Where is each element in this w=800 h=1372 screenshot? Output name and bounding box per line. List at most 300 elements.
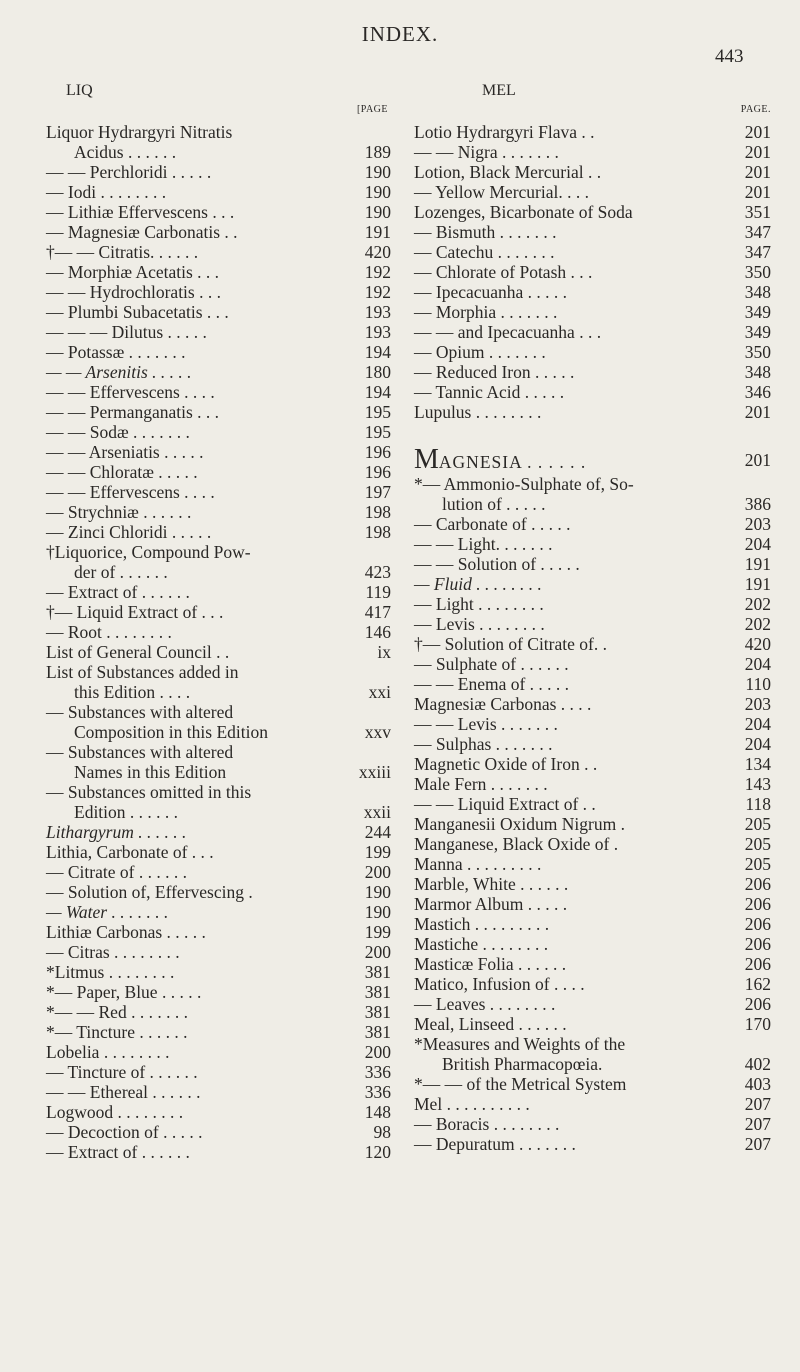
- index-entry: [46, 342, 391, 362]
- entry-label: — — Effervescens . . . .: [46, 482, 215, 502]
- entry-page-number: 207: [744, 1134, 771, 1154]
- index-entry: [46, 782, 391, 802]
- entry-label: Edition . . . . . .: [74, 802, 179, 822]
- index-entry: [46, 702, 391, 722]
- index-entry: [414, 594, 771, 614]
- entry-label: *— Paper, Blue . . . . .: [46, 982, 202, 1002]
- index-entry: [46, 262, 391, 282]
- index-entry: [46, 662, 391, 682]
- index-entry: [414, 914, 771, 934]
- index-entry: [414, 438, 771, 474]
- index-entry: [46, 1142, 391, 1162]
- entry-label: *Measures and Weights of the: [414, 1034, 626, 1054]
- entry-page-number: xxiii: [358, 762, 391, 782]
- entry-page-number: 207: [744, 1094, 771, 1114]
- entry-page-number: ix: [377, 642, 391, 662]
- index-entry: [414, 1054, 771, 1074]
- entry-label: †— Solution of Citrate of. .: [414, 634, 607, 654]
- entry-page-number: 148: [364, 1102, 391, 1122]
- entry-page-number: 134: [744, 754, 771, 774]
- index-entry: [414, 1094, 771, 1114]
- entry-label: — Zinci Chloridi . . . . .: [46, 522, 212, 542]
- entry-label: Acidus . . . . . .: [74, 142, 177, 162]
- entry-page-number: 347: [744, 222, 771, 242]
- entry-page-number: 205: [744, 814, 771, 834]
- entry-label: — — Chloratæ . . . . .: [46, 462, 198, 482]
- entry-page-number: 180: [364, 362, 391, 382]
- index-entry: [46, 462, 391, 482]
- index-entry: [46, 542, 391, 562]
- entry-label: — — and Ipecacuanha . . .: [414, 322, 602, 342]
- right-column-head: [414, 82, 771, 122]
- entry-page-number: 110: [745, 674, 771, 694]
- entry-page-number: 119: [365, 582, 391, 602]
- entry-page-number: 349: [744, 302, 771, 322]
- index-entry: [46, 1042, 391, 1062]
- left-column: [46, 82, 391, 1162]
- entry-label: — Decoction of . . . . .: [46, 1122, 203, 1142]
- index-entry: [46, 1122, 391, 1142]
- entry-page-number: 192: [364, 282, 391, 302]
- entry-label: †Liquorice, Compound Pow-: [46, 542, 251, 562]
- index-entry: [46, 402, 391, 422]
- entry-label: Liquor Hydrargyri Nitratis: [46, 122, 233, 142]
- entry-page-number: 197: [364, 482, 391, 502]
- entry-page-number: 206: [744, 894, 771, 914]
- entry-page-number: 194: [364, 342, 391, 362]
- index-entry: [46, 382, 391, 402]
- entry-page-number: 386: [744, 494, 771, 514]
- index-entry: [46, 1102, 391, 1122]
- entry-label: Lozenges, Bicarbonate of Soda: [414, 202, 633, 222]
- entry-label: — Water . . . . . . .: [46, 902, 169, 922]
- entry-page-number: 403: [744, 1074, 771, 1094]
- entry-label: — — Light. . . . . . .: [414, 534, 553, 554]
- entry-page-number: 203: [744, 514, 771, 534]
- index-entry: [414, 874, 771, 894]
- entry-label: *Litmus . . . . . . . .: [46, 962, 175, 982]
- index-entry: [414, 974, 771, 994]
- entry-label: — Strychniæ . . . . . .: [46, 502, 192, 522]
- entry-page-number: 206: [744, 914, 771, 934]
- entry-page-number: 201: [744, 142, 771, 162]
- entry-label: Magnetic Oxide of Iron . .: [414, 754, 598, 774]
- entry-label: — Morphiæ Acetatis . . .: [46, 262, 220, 282]
- entry-page-number: 381: [364, 982, 391, 1002]
- entry-page-number: 191: [744, 554, 771, 574]
- entry-label: Mastiche . . . . . . . .: [414, 934, 549, 954]
- index-entry: [414, 614, 771, 634]
- index-entry: [46, 882, 391, 902]
- entry-page-number: 196: [364, 442, 391, 462]
- index-entry: [414, 202, 771, 222]
- entry-label: Manna . . . . . . . . .: [414, 854, 542, 874]
- entry-label: Lupulus . . . . . . . .: [414, 402, 542, 422]
- index-entry: [46, 1002, 391, 1022]
- entry-page-number: 244: [364, 822, 391, 842]
- right-column: [414, 82, 771, 1154]
- entry-label: — Plumbi Subacetatis . . .: [46, 302, 229, 322]
- index-entry: [414, 222, 771, 242]
- right-running-head: MEL: [482, 82, 516, 99]
- entry-page-number: 190: [364, 182, 391, 202]
- index-entry: [414, 554, 771, 574]
- entry-page-number: 201: [744, 450, 771, 470]
- entry-label: — Levis . . . . . . . .: [414, 614, 545, 634]
- entry-page-number: 98: [373, 1122, 391, 1142]
- entry-page-number: 193: [364, 302, 391, 322]
- page-header: [0, 0, 800, 70]
- index-entry: [46, 682, 391, 702]
- index-entry: [414, 474, 771, 494]
- entry-label: — Substances with altered: [46, 702, 234, 722]
- index-entry: [46, 642, 391, 662]
- index-entry: [414, 302, 771, 322]
- entry-page-number: 348: [744, 362, 771, 382]
- right-page-label: PAGE.: [740, 104, 771, 115]
- entry-label: Mel . . . . . . . . . .: [414, 1094, 530, 1114]
- index-entry: [46, 922, 391, 942]
- entry-label: *— — of the Metrical System: [414, 1074, 627, 1094]
- entry-page-number: 200: [364, 862, 391, 882]
- entry-label: Manganese, Black Oxide of .: [414, 834, 619, 854]
- index-entry: [414, 362, 771, 382]
- entry-label: — Bismuth . . . . . . .: [414, 222, 557, 242]
- entry-page-number: 201: [744, 402, 771, 422]
- entry-label: — — Ethereal . . . . . .: [46, 1082, 201, 1102]
- entry-label: — — Levis . . . . . . .: [414, 714, 558, 734]
- entry-page-number: 195: [364, 402, 391, 422]
- entry-page-number: 204: [744, 714, 771, 734]
- index-entry: [46, 862, 391, 882]
- entry-label: — — Hydrochloratis . . .: [46, 282, 221, 302]
- index-entry: [46, 182, 391, 202]
- entry-label: — Substances omitted in this: [46, 782, 252, 802]
- index-entry: [414, 382, 771, 402]
- index-entry: [46, 722, 391, 742]
- index-entry: [46, 1082, 391, 1102]
- entry-label: der of . . . . . .: [74, 562, 168, 582]
- entry-page-number: 423: [364, 562, 391, 582]
- index-entry: [414, 734, 771, 754]
- entry-page-number: 195: [364, 422, 391, 442]
- entry-page-number: 347: [744, 242, 771, 262]
- entry-label: Lithargyrum . . . . . .: [46, 822, 187, 842]
- index-entry: [414, 894, 771, 914]
- entry-page-number: 207: [744, 1114, 771, 1134]
- index-entry: [414, 494, 771, 514]
- entry-label: lution of . . . . .: [442, 494, 546, 514]
- entry-page-number: 381: [364, 1002, 391, 1022]
- entry-label: — Solution of, Effervescing .: [46, 882, 253, 902]
- index-entry: [46, 982, 391, 1002]
- entry-label: — Sulphate of . . . . . .: [414, 654, 569, 674]
- entry-label: Marmor Album . . . . .: [414, 894, 568, 914]
- entry-label: — — Solution of . . . . .: [414, 554, 580, 574]
- entry-label: — Citrate of . . . . . .: [46, 862, 187, 882]
- index-entry: [414, 242, 771, 262]
- entry-label: Male Fern . . . . . . .: [414, 774, 548, 794]
- entry-label: — — Sodæ . . . . . . .: [46, 422, 190, 442]
- left-running-head: LIQ: [66, 82, 93, 99]
- index-entry: [414, 534, 771, 554]
- entry-page-number: 420: [364, 242, 391, 262]
- entry-page-number: 206: [744, 954, 771, 974]
- entry-label: — — Liquid Extract of . .: [414, 794, 596, 814]
- entry-label: Matico, Infusion of . . . .: [414, 974, 585, 994]
- entry-label: — Sulphas . . . . . . .: [414, 734, 553, 754]
- entry-page-number: 199: [364, 842, 391, 862]
- index-entry: [414, 282, 771, 302]
- index-entry: [414, 634, 771, 654]
- entry-label: Lithiæ Carbonas . . . . .: [46, 922, 206, 942]
- entry-page-number: 346: [744, 382, 771, 402]
- index-entry: [46, 842, 391, 862]
- entry-label: Names in this Edition: [74, 762, 227, 782]
- entry-label: †— Liquid Extract of . . .: [46, 602, 224, 622]
- entry-page-number: 200: [364, 942, 391, 962]
- index-entry: [46, 802, 391, 822]
- entry-label: — Opium . . . . . . .: [414, 342, 546, 362]
- entry-page-number: 420: [744, 634, 771, 654]
- entry-page-number: 200: [364, 1042, 391, 1062]
- entry-page-number: 201: [744, 162, 771, 182]
- entry-page-number: 336: [364, 1062, 391, 1082]
- entry-page-number: 202: [744, 614, 771, 634]
- entry-label: *— Tincture . . . . . .: [46, 1022, 188, 1042]
- entry-label: Lobelia . . . . . . . .: [46, 1042, 170, 1062]
- index-entry: [46, 582, 391, 602]
- index-entry: [414, 954, 771, 974]
- index-entry: [414, 322, 771, 342]
- entry-label: List of General Council . .: [46, 642, 230, 662]
- entry-page-number: 203: [744, 694, 771, 714]
- index-entry: [46, 482, 391, 502]
- index-entry: [414, 774, 771, 794]
- index-entry: [46, 622, 391, 642]
- index-entry: [414, 714, 771, 734]
- entry-label: †— — Citratis. . . . . .: [46, 242, 199, 262]
- index-entry: [46, 742, 391, 762]
- index-entry: [46, 762, 391, 782]
- entry-label: Masticæ Folia . . . . . .: [414, 954, 567, 974]
- entry-page-number: 198: [364, 502, 391, 522]
- entry-page-number: 191: [744, 574, 771, 594]
- entry-page-number: 350: [744, 342, 771, 362]
- entry-page-number: 349: [744, 322, 771, 342]
- entry-label: — Tannic Acid . . . . .: [414, 382, 565, 402]
- index-entry: [46, 162, 391, 182]
- index-entry: [414, 514, 771, 534]
- entry-page-number: xxii: [363, 802, 391, 822]
- entry-label: Lotion, Black Mercurial . .: [414, 162, 602, 182]
- index-entry: [46, 322, 391, 342]
- entry-label: — — Effervescens . . . .: [46, 382, 215, 402]
- index-entry: [46, 502, 391, 522]
- index-entry: [46, 962, 391, 982]
- index-entry: [414, 854, 771, 874]
- index-entry: [414, 142, 771, 162]
- entry-label: — Yellow Mercurial. . . .: [414, 182, 589, 202]
- entry-page-number: 381: [364, 1022, 391, 1042]
- index-entry: [414, 1114, 771, 1134]
- entry-page-number: 202: [744, 594, 771, 614]
- index-title: INDEX.: [361, 22, 439, 46]
- entry-label: Marble, White . . . . . .: [414, 874, 569, 894]
- index-entry: [46, 562, 391, 582]
- entry-page-number: 146: [364, 622, 391, 642]
- entry-page-number: 204: [744, 654, 771, 674]
- entry-label: *— — Red . . . . . . .: [46, 1002, 188, 1022]
- entry-page-number: 190: [364, 902, 391, 922]
- entry-page-number: 120: [364, 1142, 391, 1162]
- index-entry: [414, 754, 771, 774]
- entry-page-number: 350: [744, 262, 771, 282]
- index-entry: [414, 342, 771, 362]
- entry-page-number: 201: [744, 122, 771, 142]
- entry-label: — Potassæ . . . . . . .: [46, 342, 186, 362]
- entry-label: — Morphia . . . . . . .: [414, 302, 558, 322]
- entry-page-number: 193: [364, 322, 391, 342]
- index-entry: [414, 182, 771, 202]
- entry-label: *— Ammonio-Sulphate of, So-: [414, 474, 634, 494]
- entry-label: — Citras . . . . . . . .: [46, 942, 180, 962]
- index-entry: [414, 122, 771, 142]
- entry-label: Magnesiæ Carbonas . . . .: [414, 694, 592, 714]
- index-entry: [414, 1014, 771, 1034]
- index-entry: [46, 602, 391, 622]
- entry-label: — Leaves . . . . . . . .: [414, 994, 556, 1014]
- entry-label: — — Enema of . . . . .: [414, 674, 570, 694]
- index-entry: [414, 794, 771, 814]
- index-entry: [414, 834, 771, 854]
- entry-page-number: 402: [744, 1054, 771, 1074]
- entry-label: — Reduced Iron . . . . .: [414, 362, 575, 382]
- entry-page-number: 170: [744, 1014, 771, 1034]
- entry-label: — Fluid . . . . . . . .: [414, 574, 542, 594]
- index-entry: [414, 1074, 771, 1094]
- index-entry: [414, 654, 771, 674]
- index-entry: [46, 362, 391, 382]
- entry-label: — — Permanganatis . . .: [46, 402, 220, 422]
- index-entry: [414, 574, 771, 594]
- entry-label: List of Substances added in: [46, 662, 239, 682]
- entry-label: — Lithiæ Effervescens . . .: [46, 202, 235, 222]
- entry-label: — Ipecacuanha . . . . .: [414, 282, 568, 302]
- entry-page-number: 348: [744, 282, 771, 302]
- entry-page-number: 206: [744, 934, 771, 954]
- index-entry: [46, 302, 391, 322]
- entry-label: — Substances with altered: [46, 742, 234, 762]
- entry-page-number: 381: [364, 962, 391, 982]
- entry-page-number: 205: [744, 834, 771, 854]
- entry-page-number: 336: [364, 1082, 391, 1102]
- entry-page-number: 204: [744, 534, 771, 554]
- entry-page-number: 190: [364, 162, 391, 182]
- entry-label: — Root . . . . . . . .: [46, 622, 172, 642]
- index-entry: [414, 674, 771, 694]
- index-entry: [46, 122, 391, 142]
- entry-page-number: 199: [364, 922, 391, 942]
- entry-page-number: 205: [744, 854, 771, 874]
- entry-label: — Extract of . . . . . .: [46, 582, 190, 602]
- section-gap: [414, 422, 771, 438]
- index-entry: [414, 262, 771, 282]
- entry-page-number: 189: [364, 142, 391, 162]
- entry-label: — Catechu . . . . . . .: [414, 242, 555, 262]
- index-entry: [414, 934, 771, 954]
- index-entry: [414, 814, 771, 834]
- index-entry: [46, 282, 391, 302]
- index-entry: [46, 222, 391, 242]
- left-entry-list: [46, 122, 391, 1162]
- index-entry: [46, 442, 391, 462]
- entry-page-number: 190: [364, 882, 391, 902]
- entry-page-number: 204: [744, 734, 771, 754]
- index-entry: [414, 1134, 771, 1154]
- entry-page-number: 201: [744, 182, 771, 202]
- entry-label: — Boracis . . . . . . . .: [414, 1114, 560, 1134]
- entry-label: — Depuratum . . . . . . .: [414, 1134, 576, 1154]
- entry-label: Lotio Hydrargyri Flava . .: [414, 122, 595, 142]
- index-entry: [414, 162, 771, 182]
- entry-page-number: 190: [364, 202, 391, 222]
- entry-label: — — Nigra . . . . . . .: [414, 142, 559, 162]
- entry-page-number: 196: [364, 462, 391, 482]
- entry-page-number: xxi: [368, 682, 391, 702]
- entry-label: Logwood . . . . . . . .: [46, 1102, 184, 1122]
- entry-label: Lithia, Carbonate of . . .: [46, 842, 214, 862]
- entry-page-number: 162: [744, 974, 771, 994]
- index-entry: [46, 902, 391, 922]
- entry-label: — — — Dilutus . . . . .: [46, 322, 207, 342]
- left-page-label: [PAGE: [356, 104, 388, 115]
- index-entry: [46, 202, 391, 222]
- entry-label: Mastich . . . . . . . . .: [414, 914, 550, 934]
- index-entry: [414, 402, 771, 422]
- entry-label: — Light . . . . . . . .: [414, 594, 544, 614]
- entry-page-number: 118: [745, 794, 771, 814]
- index-entry: [46, 1022, 391, 1042]
- index-entry: [414, 994, 771, 1014]
- index-entry: [46, 1062, 391, 1082]
- index-entry: [46, 822, 391, 842]
- entry-label: this Edition . . . .: [74, 682, 191, 702]
- entry-page-number: 351: [744, 202, 771, 222]
- entry-label: — Extract of . . . . . .: [46, 1142, 190, 1162]
- entry-page-number: 417: [364, 602, 391, 622]
- entry-page-number: xxv: [364, 722, 391, 742]
- entry-label: — Magnesiæ Carbonatis . .: [46, 222, 238, 242]
- entry-label: MAGNESIA . . . . . .: [414, 444, 587, 475]
- index-entry: [414, 694, 771, 714]
- entry-page-number: 206: [744, 994, 771, 1014]
- entry-label: — — Perchloridi . . . . .: [46, 162, 212, 182]
- page-number: 443: [715, 46, 744, 67]
- entry-label: — Iodi . . . . . . . .: [46, 182, 167, 202]
- index-entry: [46, 522, 391, 542]
- index-entry: [414, 1034, 771, 1054]
- entry-label: — Carbonate of . . . . .: [414, 514, 571, 534]
- index-entry: [46, 242, 391, 262]
- entry-label: British Pharmacopœia.: [442, 1054, 603, 1074]
- entry-label: Manganesii Oxidum Nigrum .: [414, 814, 625, 834]
- entry-label: Meal, Linseed . . . . . .: [414, 1014, 567, 1034]
- entry-label: Composition in this Edition: [74, 722, 268, 742]
- entry-label: — — Arseniatis . . . . .: [46, 442, 204, 462]
- entry-page-number: 194: [364, 382, 391, 402]
- index-entry: [46, 422, 391, 442]
